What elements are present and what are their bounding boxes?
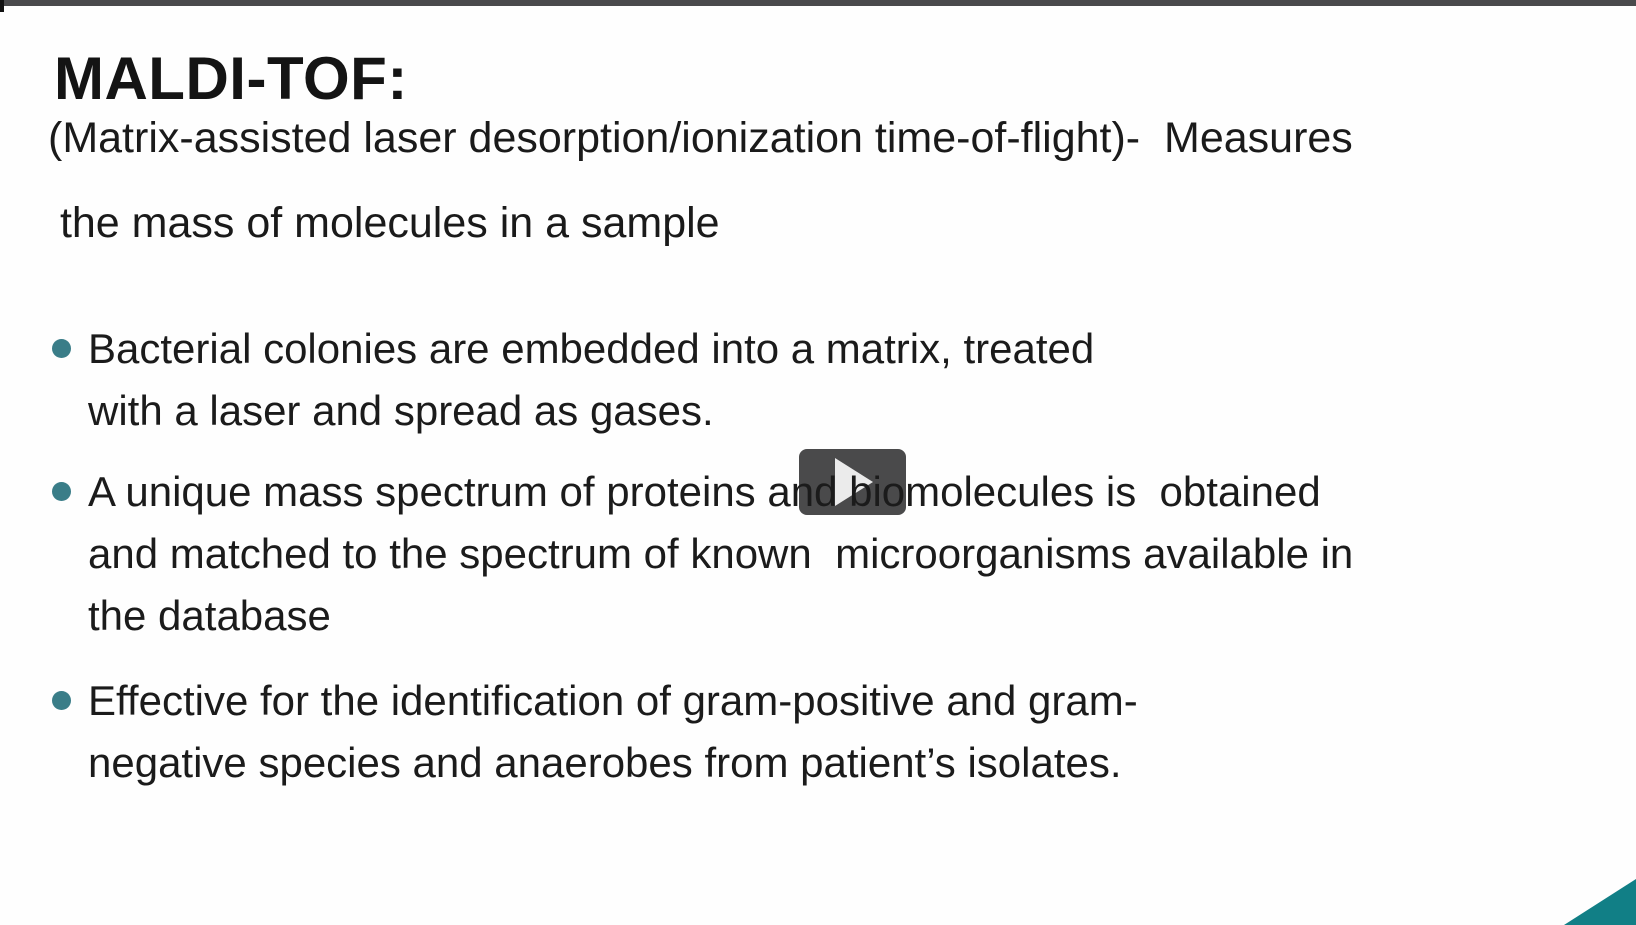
subtitle-line: the mass of molecules in a sample bbox=[48, 199, 720, 247]
bullet-text-line: and matched to the spectrum of known microorganisms available in bbox=[88, 530, 1354, 577]
bullet-text-line: Bacterial colonies are embedded into a matrix, treated bbox=[88, 325, 1095, 372]
bullet-text-line: A unique mass spectrum of proteins and biomolecules is obtained bbox=[88, 468, 1321, 515]
bullet-text-line: the database bbox=[88, 592, 331, 639]
left-edge-notch bbox=[0, 0, 4, 12]
bullet-text-line: with a laser and spread as gases. bbox=[88, 387, 714, 434]
bullet-dot-icon bbox=[52, 339, 71, 358]
corner-accent-triangle bbox=[1564, 879, 1636, 925]
bullet-dot-icon bbox=[52, 482, 71, 501]
bullet-dot-icon bbox=[52, 691, 71, 710]
bullet-item bbox=[52, 461, 1353, 647]
bullet-text-line: Effective for the identification of gram-positive and gram- bbox=[88, 677, 1138, 724]
top-border-bar bbox=[0, 0, 1636, 6]
page-title: MALDI-TOF: bbox=[54, 45, 408, 113]
subtitle-line: (Matrix-assisted laser desorption/ionization time-of-flight)- Measures bbox=[48, 114, 1353, 162]
subtitle-block bbox=[48, 96, 1353, 266]
bullet-text-line: negative species and anaerobes from patient’s isolates. bbox=[88, 739, 1122, 786]
bullet-item bbox=[52, 670, 1138, 794]
bullet-item bbox=[52, 318, 1094, 442]
